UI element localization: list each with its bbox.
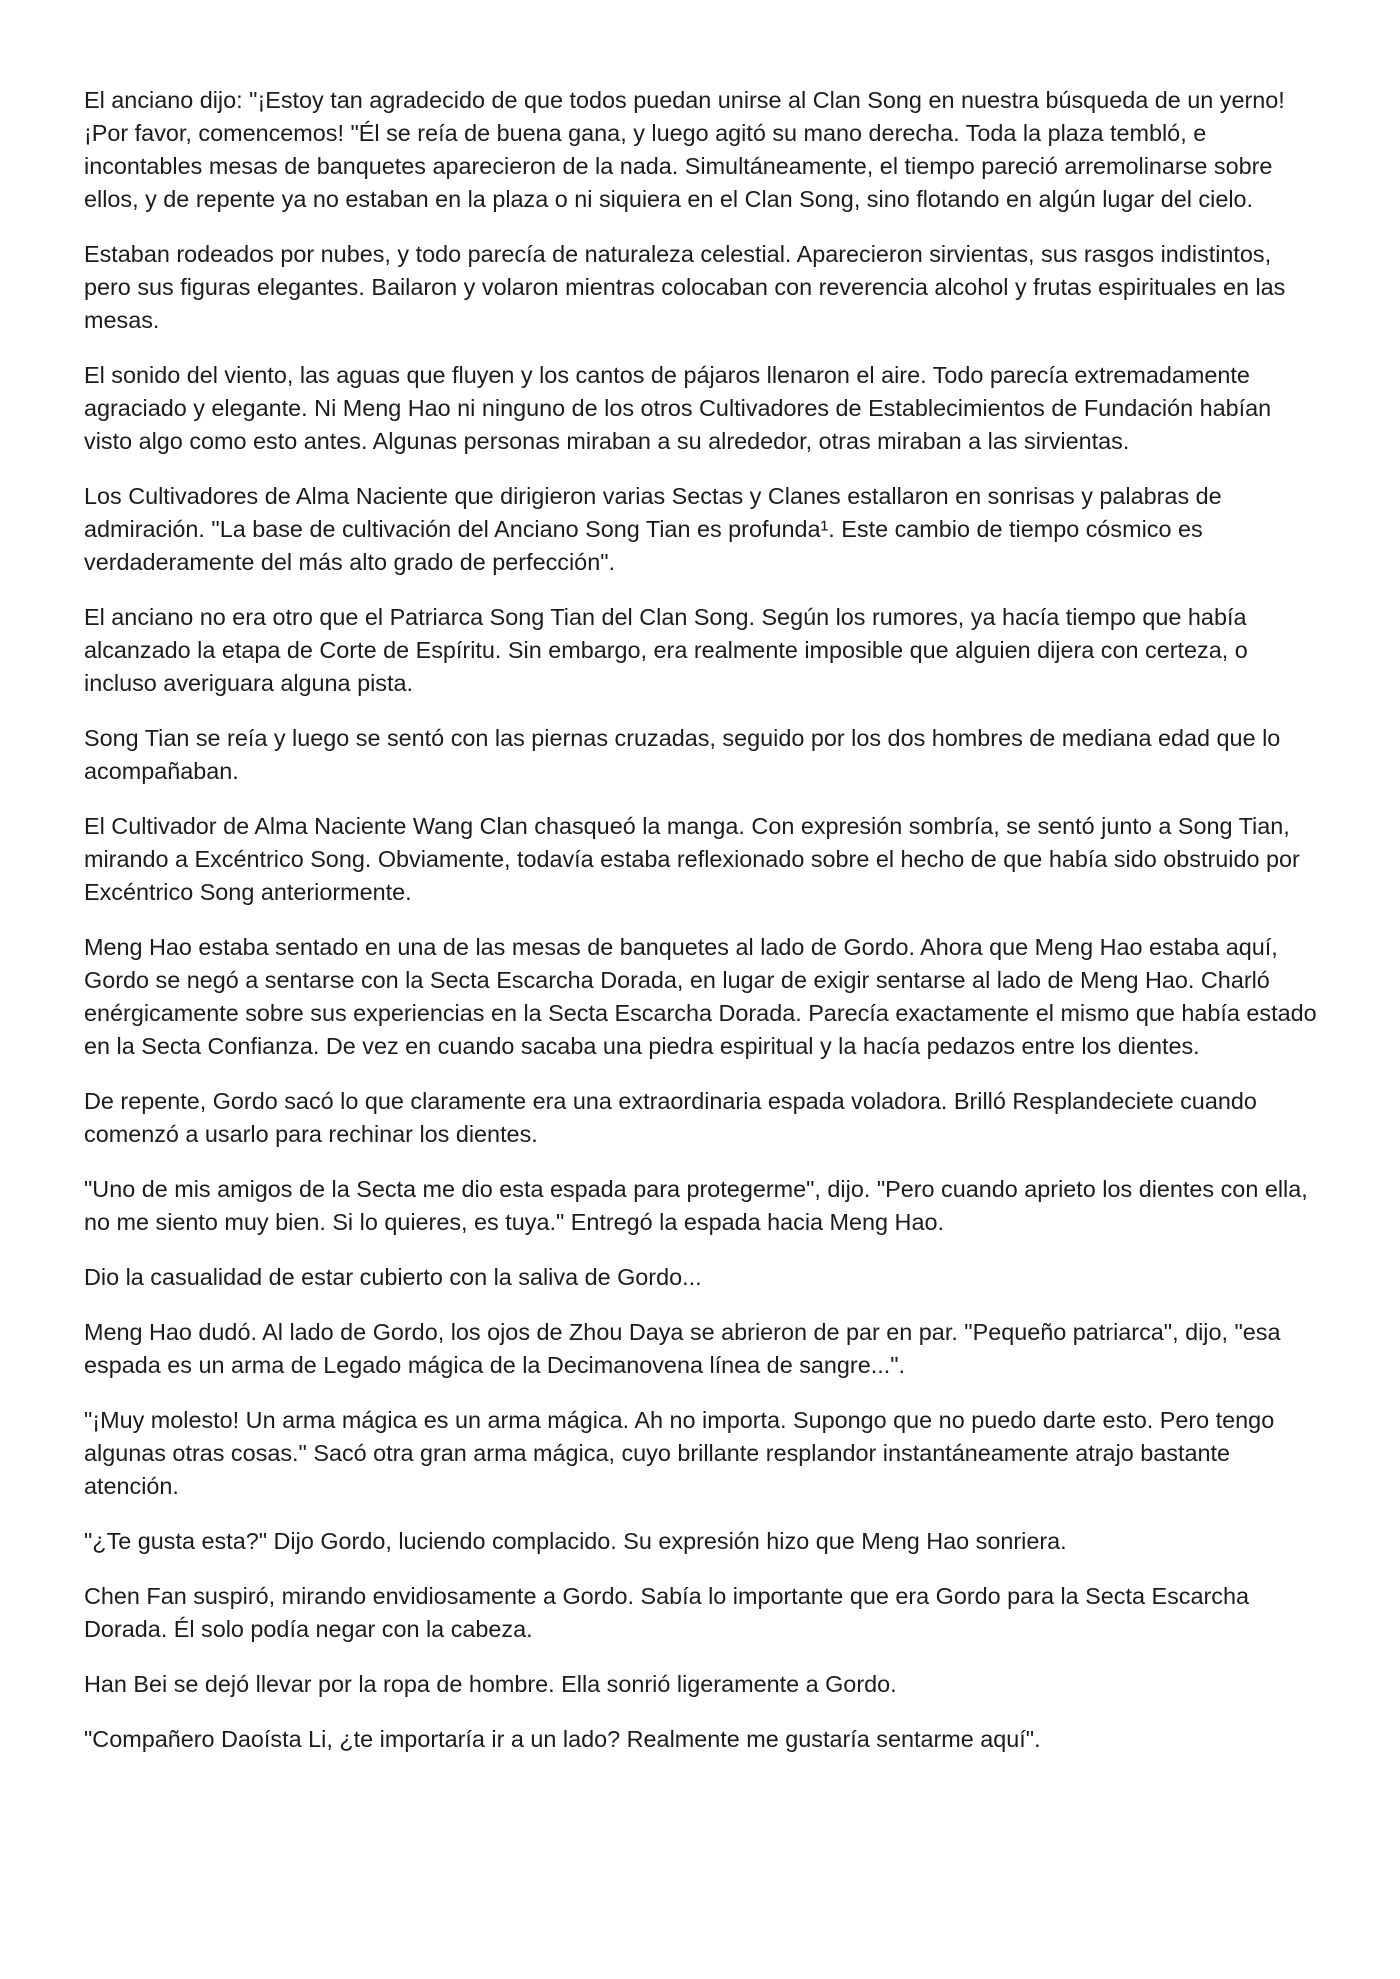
paragraph: El anciano dijo: "¡Estoy tan agradecido de que todos puedan unirse al Clan Song en nuestra búsqueda de un yerno! ¡Por favor, comencemos! "Él se reía de buena gana, y luego agitó su mano derecha. Toda la plaza tembló, e incontables mesas de banquetes aparecieron de la nada. Simultáneamente, el tiempo pareció arremolinarse sobre ellos, y de repente ya no estaban en la plaza o ni siquiera en el Clan Song, sino flotando en algún lugar del cielo. <box>84 87 1285 212</box>
paragraph: Dio la casualidad de estar cubierto con la saliva de Gordo... <box>84 1264 702 1290</box>
paragraph: Meng Hao estaba sentado en una de las mesas de banquetes al lado de Gordo. Ahora que Meng Hao estaba aquí, Gordo se negó a sentarse con la Secta Escarcha Dorada, en lugar de exigir sentarse al lado de Meng Hao. Charló enérgicamente sobre sus experiencias en la Secta Escarcha Dorada. Parecía exactamente el mismo que había estado en la Secta Confianza. De vez en cuando sacaba una piedra espiritual y la hacía pedazos entre los dientes. <box>84 934 1317 1059</box>
paragraph: El Cultivador de Alma Naciente Wang Clan chasqueó la manga. Con expresión sombría, se sentó junto a Song Tian, mirando a Excéntrico Song. Obviamente, todavía estaba reflexionado sobre el hecho de que había sido obstruido por Excéntrico Song anteriormente. <box>84 813 1300 905</box>
paragraph: "¡Muy molesto! Un arma mágica es un arma mágica. Ah no importa. Supongo que no puedo darte esto. Pero tengo algunas otras cosas." Sacó otra gran arma mágica, cuyo brillante resplandor instantáneamente atrajo bastante atención. <box>84 1407 1275 1499</box>
paragraph: "Uno de mis amigos de la Secta me dio esta espada para protegerme", dijo. "Pero cuando aprieto los dientes con ella, no me siento muy bien. Si lo quieres, es tuya." Entregó la espada hacia Meng Hao. <box>84 1176 1308 1235</box>
paragraph: Han Bei se dejó llevar por la ropa de hombre. Ella sonrió ligeramente a Gordo. <box>84 1671 897 1697</box>
paragraph: Meng Hao dudó. Al lado de Gordo, los ojos de Zhou Daya se abrieron de par en par. "Pequeño patriarca", dijo, "esa espada es un arma de Legado mágica de la Decimanovena línea de sangre...". <box>84 1319 1281 1378</box>
paragraph: "Compañero Daoísta Li, ¿te importaría ir a un lado? Realmente me gustaría sentarme aquí". <box>84 1726 1041 1752</box>
paragraph: De repente, Gordo sacó lo que claramente era una extraordinaria espada voladora. Brilló Resplandeciete cuando comenzó a usarlo para rechinar los dientes. <box>84 1088 1257 1147</box>
body-text <box>84 84 1320 1778</box>
paragraph: Chen Fan suspiró, mirando envidiosamente a Gordo. Sabía lo importante que era Gordo para la Secta Escarcha Dorada. Él solo podía negar con la cabeza. <box>84 1583 1249 1642</box>
paragraph: El sonido del viento, las aguas que fluyen y los cantos de pájaros llenaron el aire. Todo parecía extremadamente agraciado y elegante. Ni Meng Hao ni ninguno de los otros Cultivadores de Establecimientos de Fundación habían visto algo como esto antes. Algunas personas miraban a su alrededor, otras miraban a las sirvientas. <box>84 362 1272 454</box>
paragraph: Estaban rodeados por nubes, y todo parecía de naturaleza celestial. Aparecieron sirvientas, sus rasgos indistintos, pero sus figuras elegantes. Bailaron y volaron mientras colocaban con reverencia alcohol y frutas espirituales en las mesas. <box>84 241 1286 333</box>
paragraph: Song Tian se reía y luego se sentó con las piernas cruzadas, seguido por los dos hombres de mediana edad que lo acompañaban. <box>84 725 1281 784</box>
paragraph: "¿Te gusta esta?" Dijo Gordo, luciendo complacido. Su expresión hizo que Meng Hao sonriera. <box>84 1528 1067 1554</box>
paragraph: El anciano no era otro que el Patriarca Song Tian del Clan Song. Según los rumores, ya hacía tiempo que había alcanzado la etapa de Corte de Espíritu. Sin embargo, era realmente imposible que alguien dijera con certeza, o incluso averiguara alguna pista. <box>84 604 1248 696</box>
paragraph: Los Cultivadores de Alma Naciente que dirigieron varias Sectas y Clanes estallaron en sonrisas y palabras de admiración. "La base de cultivación del Anciano Song Tian es profunda¹. Este cambio de tiempo cósmico es verdaderamente del más alto grado de perfección". <box>84 483 1222 575</box>
